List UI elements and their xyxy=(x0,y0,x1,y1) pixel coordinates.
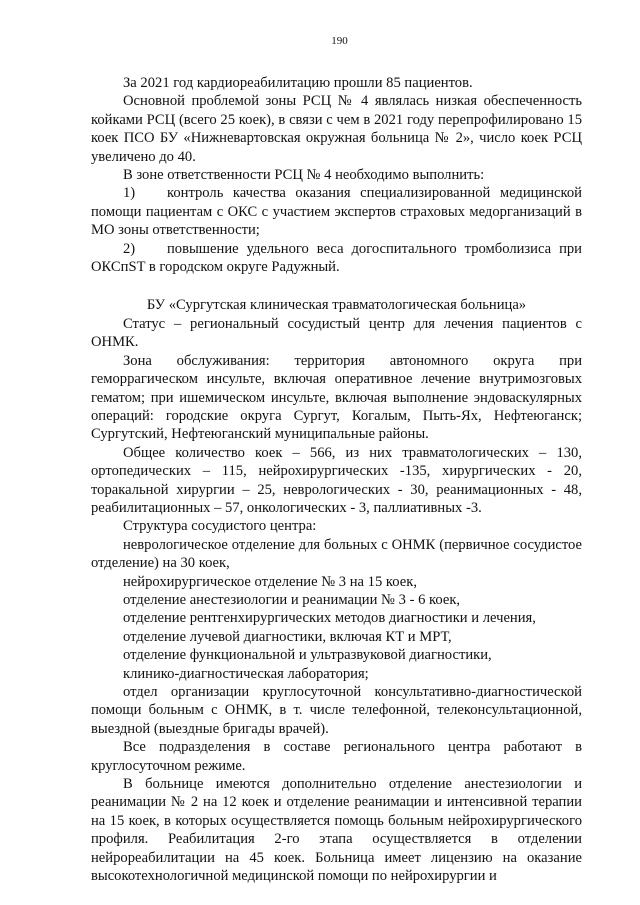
paragraph-additional-units: В больнице имеются дополнительно отделение анестезиологии и реанимации № 2 на 12 коек и отделение реанимации и интенсивной терапии на 15 коек, в которых осуществляется помощь больным нейрохирургического профиля. Реабилитация 2-го этапа осуществляется в отделении нейрореабилитации на 45 коек. Больница имеет лицензию на оказание высокотехнологичной медицинской помощи по нейрохирургии и xyxy=(91,776,582,885)
structure-item: нейрохирургическое отделение № 3 на 15 коек, xyxy=(123,573,417,590)
structure-item: отделение лучевой диагностики, включая КТ и МРТ, xyxy=(123,628,452,645)
paragraph-cardiorehab: За 2021 год кардиореабилитацию прошли 85 пациентов. xyxy=(123,75,473,91)
paragraph-round-the-clock: Все подразделения в составе регионального центра работают в круглосуточном режиме. xyxy=(91,739,582,774)
structure-item: отделение рентгенхирургических методов диагностики и лечения, xyxy=(123,610,536,627)
structure-item: отдел организации круглосуточной консультативно-диагностической помощи больным с ОНМК, в т. числе телефонной, телеконсультационной, выездной (выездные бригады врачей). xyxy=(91,684,582,737)
structure-item: отделение анестезиологии и реанимации № 3 - 6 коек, xyxy=(123,591,461,608)
paragraph-service-zone: Зона обслуживания: территория автономного округа при геморрагическом инсульте, включая оперативное лечение внутримозговых гематом; при ишемическом инсульте, включая выполнение эндоваскулярных операций: городские округа Сургут, Когалым, Пыть-Ях, Нефтеюганск; Сургутский, Нефтеюганский муниципальные районы. xyxy=(91,352,582,443)
task-text: контроль качества оказания специализированной медицинской помощи пациентам с ОКС с участием экспертов страховых медорганизаций в МО зоны ответственности; xyxy=(91,185,582,239)
paragraph-bed-count: Общее количество коек – 566, из них травматологических – 130, ортопедических – 115, нейрохирургических -135, хирургических - 20, торакальной хирургии – 25, неврологических - 30, реанимационных - 48, реабилитационных – 57, онкологических - 3, паллиативных -3. xyxy=(91,444,582,516)
task-item xyxy=(91,184,582,239)
task-text: повышение удельного веса догоспитального тромболизиса при ОКСпST в городском округе Радужный. xyxy=(91,240,582,276)
structure-item: клинико-диагностическая лаборатория; xyxy=(123,665,369,682)
paragraph-structure-title: Структура сосудистого центра: xyxy=(123,518,317,535)
structure-item: отделение функциональной и ультразвуковой диагностики, xyxy=(123,647,492,664)
task-item xyxy=(91,240,582,277)
section-heading: БУ «Сургутская клиническая травматологическая больница» xyxy=(146,297,527,314)
task-number: 2) xyxy=(123,240,136,257)
paragraph-main-problem: Основной проблемой зоны РСЦ № 4 являлась низкая обеспеченность койками РСЦ (всего 25 коек), в связи с чем в 2021 году перепрофилировано 15 коек ПСО БУ «Нижневартовская окружная больница № 2», число коек РСЦ увеличено до 40. xyxy=(91,93,582,165)
paragraph-status: Статус – региональный сосудистый центр для лечения пациентов с ОНМК. xyxy=(91,315,582,351)
structure-item: неврологическое отделение для больных с ОНМК (первичное сосудистое отделение) на 30 коек, xyxy=(91,536,582,572)
task-number: 1) xyxy=(123,185,136,202)
paragraph-tasks-intro: В зоне ответственности РСЦ № 4 необходимо выполнить: xyxy=(123,167,485,184)
page-number: 190 xyxy=(331,35,348,47)
